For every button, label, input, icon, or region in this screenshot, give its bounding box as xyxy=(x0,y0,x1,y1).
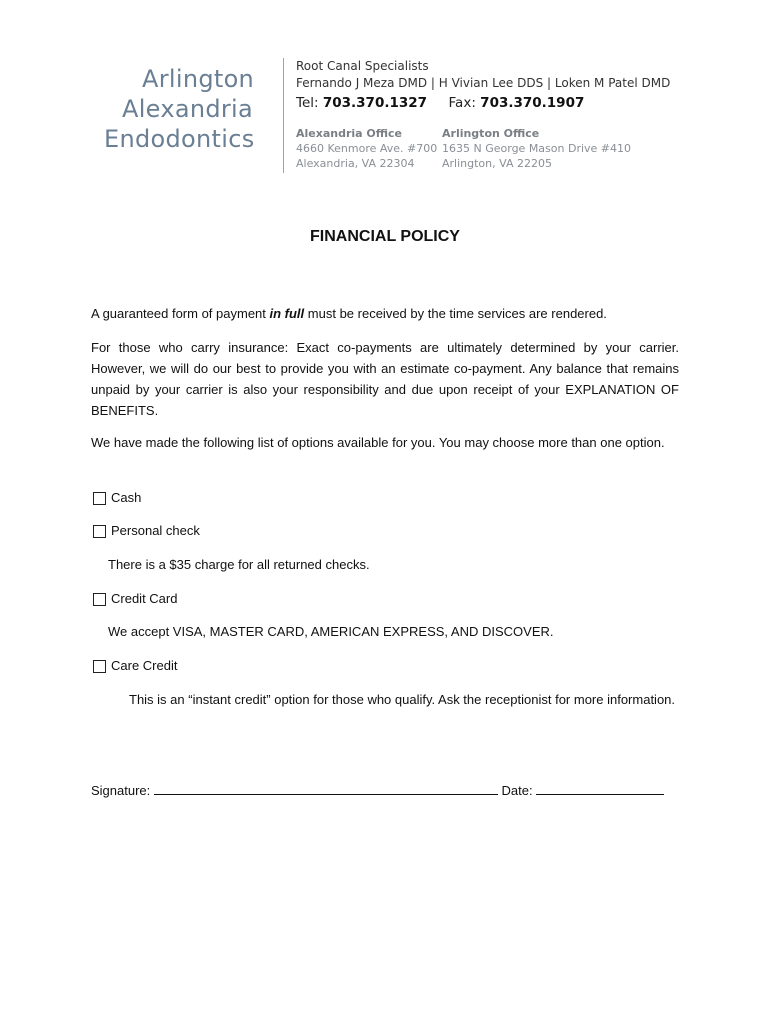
checkbox[interactable] xyxy=(93,492,106,505)
practice-logo xyxy=(104,64,255,154)
option-label: Personal check xyxy=(111,523,200,538)
logo-line-1: Arlington xyxy=(142,65,255,93)
option-credit-card[interactable] xyxy=(93,590,177,608)
doctors-list: Fernando J Meza DMD | H Vivian Lee DDS | Loken M Patel DMD xyxy=(296,76,671,90)
office-arlington xyxy=(442,126,631,171)
date-field[interactable] xyxy=(536,780,664,795)
logo-line-3: Endodontics xyxy=(104,125,255,153)
office-address-1: 1635 N George Mason Drive #410 xyxy=(442,142,632,155)
checkbox[interactable] xyxy=(93,660,106,673)
checkbox[interactable] xyxy=(93,525,106,538)
logo-line-2: Alexandria xyxy=(122,95,254,123)
fax-number: 703.370.1907 xyxy=(480,95,585,111)
p1-text-a: A guaranteed form of payment xyxy=(91,306,270,321)
tel-number: 703.370.1327 xyxy=(322,95,428,111)
tel-label: Tel: xyxy=(296,95,319,111)
options-intro-paragraph: We have made the following list of options available for you. You may choose more than one option. xyxy=(91,435,665,450)
phone-fax-line xyxy=(296,95,670,112)
office-alexandria xyxy=(296,126,437,171)
option-care-credit[interactable] xyxy=(93,657,177,675)
signature-field[interactable] xyxy=(154,780,498,795)
office-address-1: 4660 Kenmore Ave. #700 xyxy=(296,142,438,155)
returned-check-note: There is a $35 charge for all returned checks. xyxy=(108,557,370,572)
signature-label: Signature: xyxy=(91,783,151,798)
office-name: Alexandria Office xyxy=(296,127,403,140)
accepted-cards-note: We accept VISA, MASTER CARD, AMERICAN EXPRESS, AND DISCOVER. xyxy=(108,624,554,639)
option-personal-check[interactable] xyxy=(93,522,200,540)
option-label: Care Credit xyxy=(111,658,178,673)
letterhead-divider xyxy=(283,58,284,173)
document-title: FINANCIAL POLICY xyxy=(310,228,460,245)
option-label: Cash xyxy=(111,490,142,505)
specialists-title: Root Canal Specialists xyxy=(296,59,429,73)
signature-row xyxy=(91,780,664,800)
option-label: Credit Card xyxy=(111,591,178,606)
checkbox[interactable] xyxy=(93,593,106,606)
payment-paragraph xyxy=(91,303,679,324)
option-cash[interactable] xyxy=(93,489,141,507)
office-address-2: Alexandria, VA 22304 xyxy=(296,157,415,170)
insurance-paragraph: For those who carry insurance: Exact co-payments are ultimately determined by your carrier. However, we will do our best to provide you with an estimate co-payment. Any balance that remains unpaid by your carrier is also your responsibility and due upon receipt of your EXPLANATION OF BENEFITS. xyxy=(91,340,679,418)
office-address-2: Arlington, VA 22205 xyxy=(442,157,552,170)
care-credit-note: This is an “instant credit” option for those who qualify. Ask the receptionist for more information. xyxy=(129,692,676,707)
date-label: Date: xyxy=(501,783,533,798)
fax-label: Fax: xyxy=(448,95,476,111)
letterhead-contact xyxy=(296,58,671,170)
p1-emphasis: in full xyxy=(269,306,305,321)
office-name: Arlington Office xyxy=(442,127,540,140)
p1-text-b: must be received by the time services are rendered. xyxy=(304,306,607,321)
